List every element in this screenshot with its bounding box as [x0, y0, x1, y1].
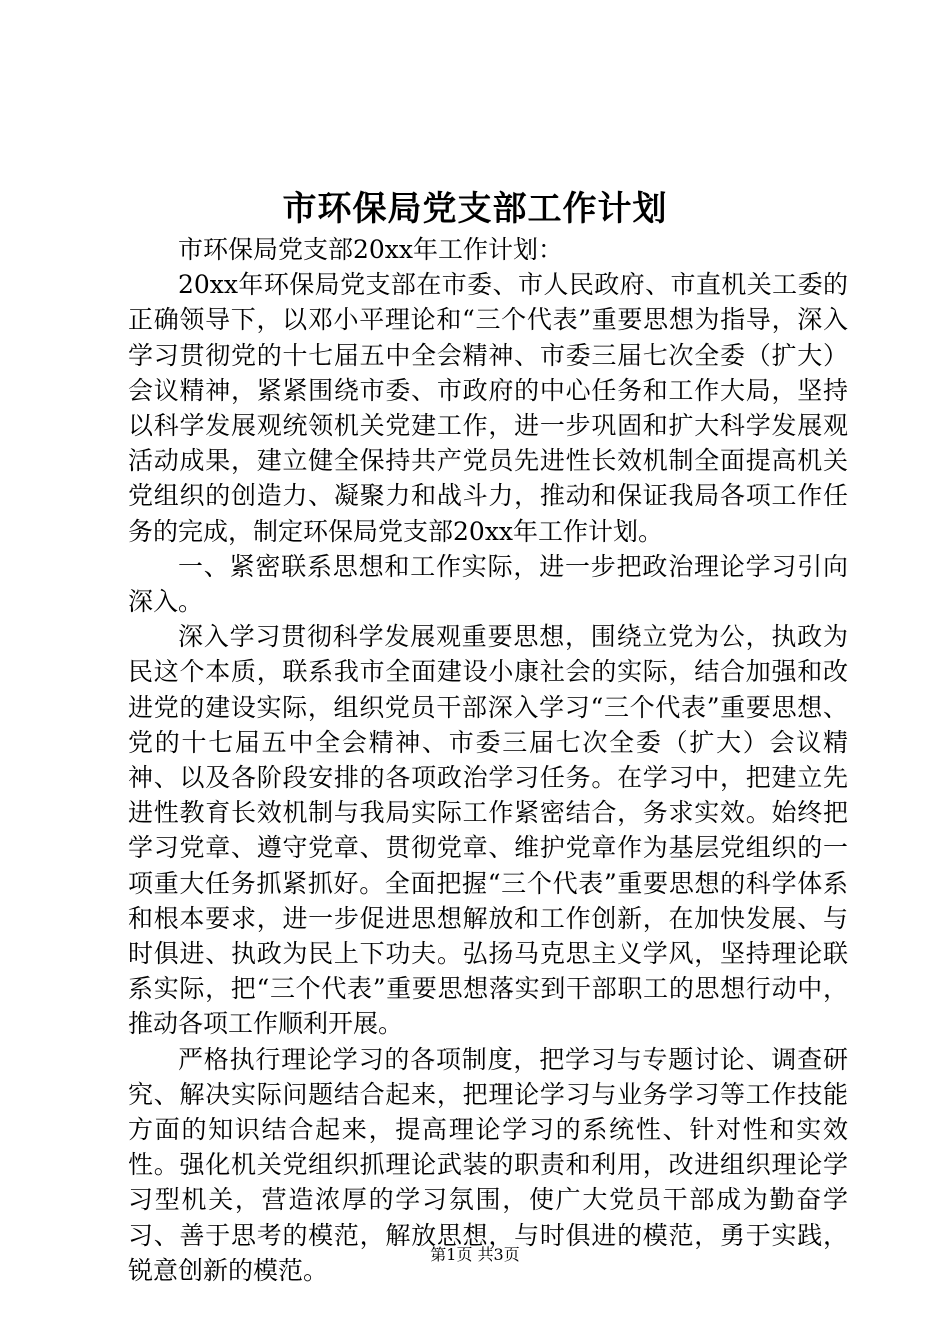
- page-footer: 第1页 共3页: [430, 1245, 520, 1264]
- document-body: [128, 232, 848, 1288]
- paragraph-heading-intro: 市环保局党支部20xx年工作计划：: [178, 235, 564, 264]
- paragraph-overview: 20xx年环保局党支部在市委、市人民政府、市直机关工委的正确领导下，以邓小平理论和“三个代表”重要思想为指导，深入学习贯彻党的十七届五中全会精神、市委三届七次全委（扩大）会议精神，紧紧围绕市委、市政府的中心任务和工作大局，坚持以科学发展观统领机关党建工作，进一步巩固和扩大科学发展观活动成果，建立健全保持共产党员先进性长效机制全面提高机关党组织的创造力、凝聚力和战斗力，推动和保证我局各项工作任务的完成，制定环保局党支部20xx年工作计划。: [128, 270, 848, 546]
- document-title: 市环保局党支部工作计划: [282, 189, 668, 229]
- paragraph-study-details: 深入学习贯彻科学发展观重要思想，围绕立党为公，执政为民这个本质，联系我市全面建设小康社会的实际，结合加强和改进党的建设实际，组织党员干部深入学习“三个代表”重要思想、党的十七届五中全会精神、市委三届七次全委（扩大）会议精神、以及各阶段安排的各项政治学习任务。在学习中，把建立先进性教育长效机制与我局实际工作紧密结合，务求实效。始终把学习党章、遵守党章、贯彻党章、维护党章作为基层党组织的一项重大任务抓紧抓好。全面把握“三个代表”重要思想的科学体系和根本要求，进一步促进思想解放和工作创新，在加快发展、与时俱进、执政为民上下功夫。弘扬马克思主义学风，坚持理论联系实际，把“三个代表”重要思想落实到干部职工的思想行动中，推动各项工作顺利开展。: [128, 622, 848, 1039]
- paragraph-section-one-heading: 一、紧密联系思想和工作实际，进一步把政治理论学习引向深入。: [128, 551, 848, 617]
- paragraph-study-system: 严格执行理论学习的各项制度，把学习与专题讨论、调查研究、解决实际问题结合起来，把理论学习与业务学习等工作技能方面的知识结合起来，提高理论学习的系统性、针对性和实效性。强化机关党组织抓理论武装的职责和利用，改进组织理论学习型机关，营造浓厚的学习氛围，使广大党员干部成为勤奋学习、善于思考的模范，解放思想，与时俱进的模范，勇于实践，锐意创新的模范。: [128, 1044, 848, 1285]
